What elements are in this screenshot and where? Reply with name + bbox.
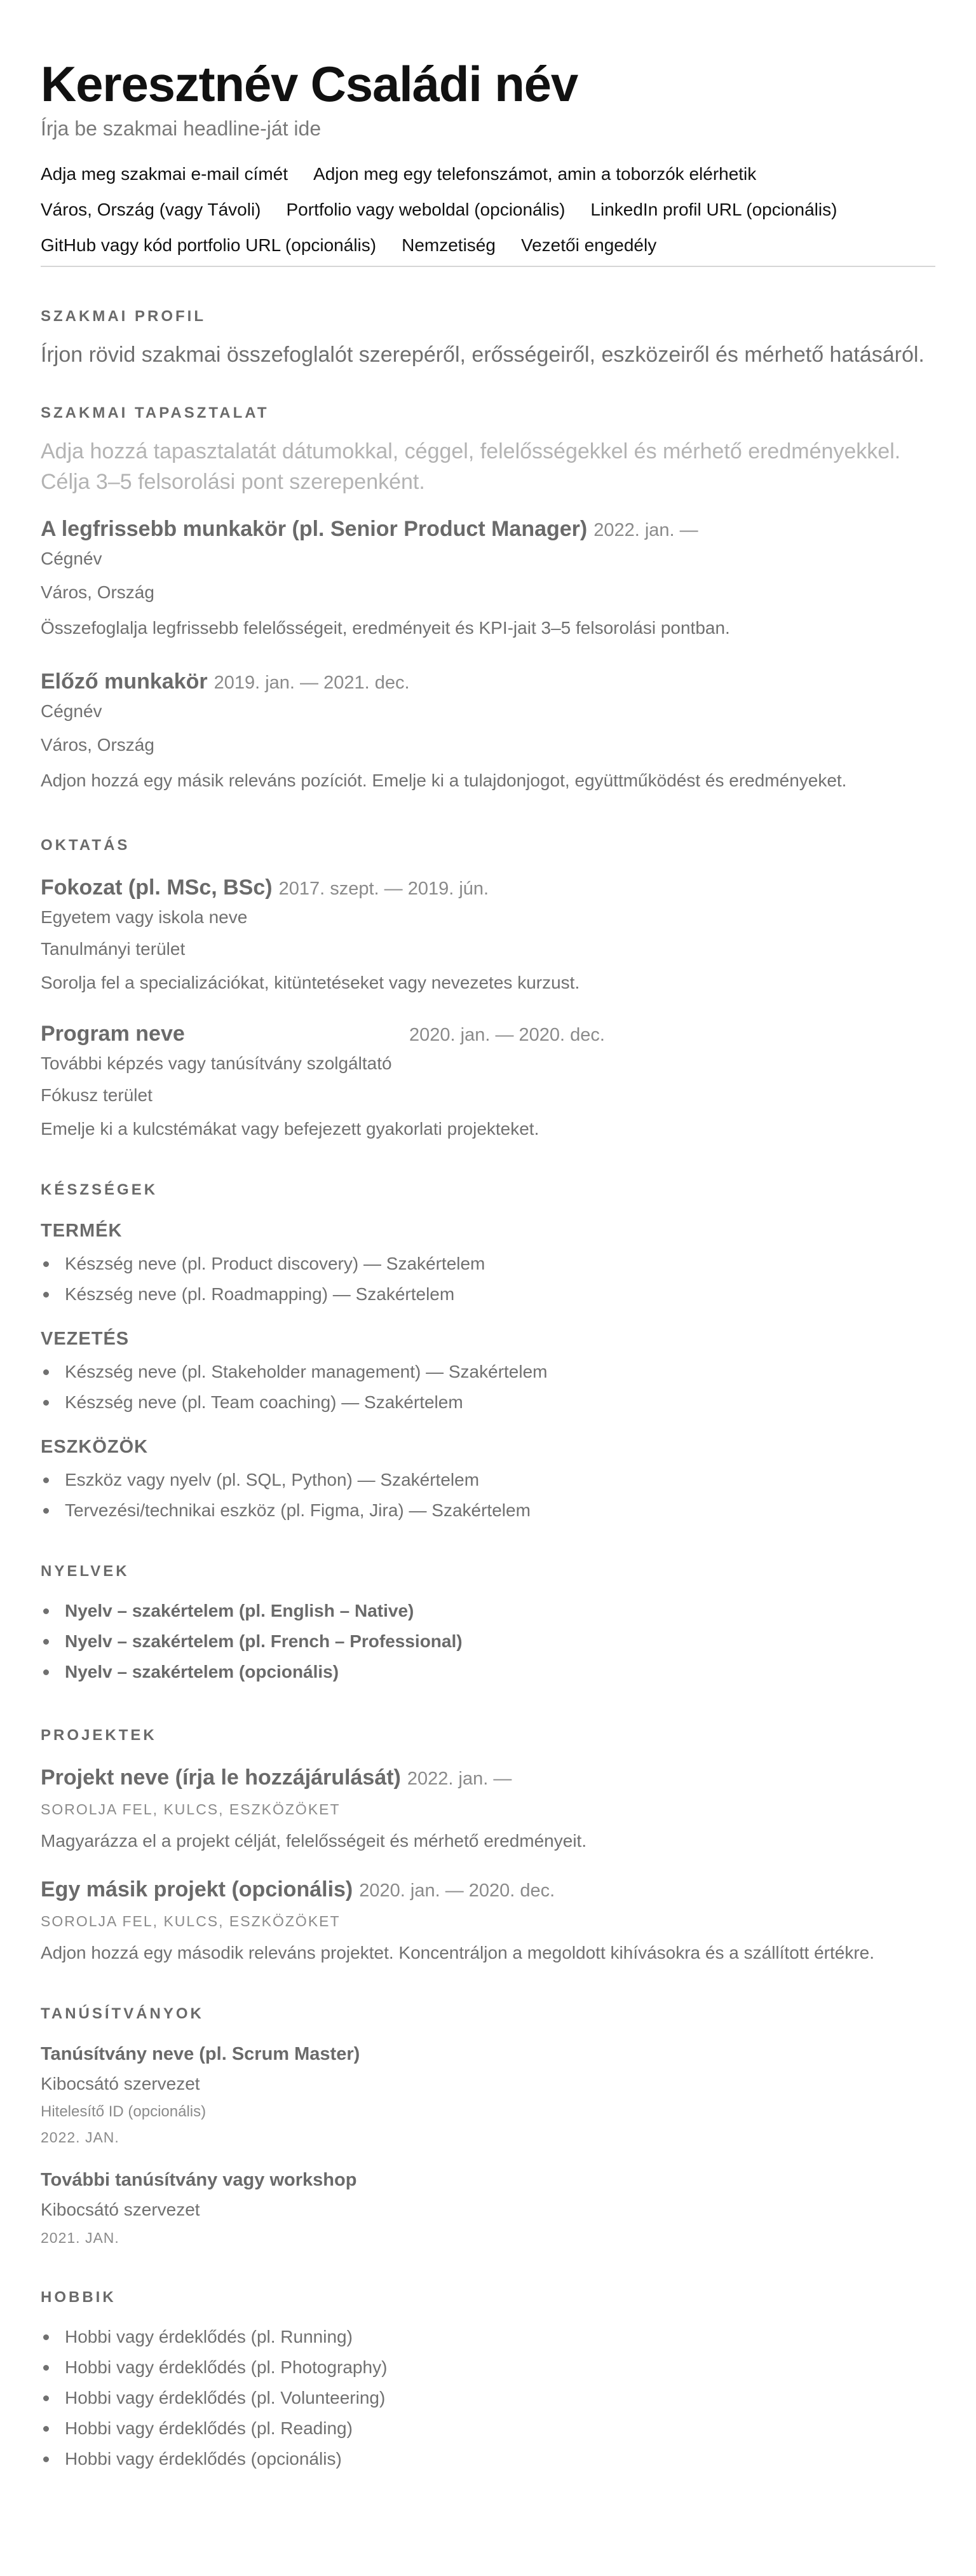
education-dates[interactable]: 2017. szept. — 2019. jún.: [278, 879, 489, 899]
skill-item[interactable]: Tervezési/technikai eszköz (pl. Figma, Jira) — Szakértelem: [41, 1495, 935, 1526]
hobbies-section: [41, 2289, 935, 2474]
experience-entry: [41, 668, 935, 798]
skill-list: [41, 1357, 935, 1418]
provider-name[interactable]: További képzés vagy tanúsítvány szolgáltató: [41, 1053, 392, 1073]
headline: Írja be szakmai headline-ját ide: [41, 117, 322, 140]
certification-id[interactable]: Hitelesítő ID (opcionális): [41, 2103, 207, 2120]
job-location[interactable]: Város, Ország: [41, 582, 154, 602]
contact-row: [41, 192, 935, 228]
nationality-field[interactable]: Nemzetiség: [402, 235, 496, 255]
skill-list: [41, 1249, 935, 1310]
github-link[interactable]: GitHub vagy kód portfolio URL (opcionális): [41, 235, 377, 255]
section-title: NYELVEK: [41, 1563, 130, 1580]
skill-group-title[interactable]: VEZETÉS: [41, 1329, 130, 1349]
project-tech[interactable]: SOROLJA FEL, KULCS, ESZKÖZÖKET: [41, 1913, 341, 1929]
profile-summary[interactable]: Írjon rövid szakmai összefoglalót szerepéről, erősségeiről, eszközeiről és mérhető hatásáról.: [41, 343, 925, 367]
entry-header: [41, 668, 935, 695]
certification-issuer[interactable]: Kibocsátó szervezet: [41, 2200, 200, 2219]
location-field[interactable]: Város, Ország (vagy Távoli): [41, 200, 261, 219]
hobby-item[interactable]: Hobbi vagy érdeklődés (pl. Photography): [41, 2352, 935, 2383]
language-item[interactable]: Nyelv – szakértelem (pl. English – Native): [41, 1596, 935, 1626]
job-description[interactable]: Összefoglalja legfrissebb felelősségeit, eredményeit és KPI-jait 3–5 felsorolási pontban.: [41, 618, 730, 638]
project-tech[interactable]: SOROLJA FEL, KULCS, ESZKÖZÖKET: [41, 1801, 341, 1818]
experience-section: [41, 404, 935, 798]
education-section: [41, 837, 935, 1147]
email-field[interactable]: Adja meg szakmai e-mail címét: [41, 164, 288, 184]
project-entry: [41, 1875, 935, 1967]
entry-header: [41, 515, 935, 543]
project-description[interactable]: Adjon hozzá egy második releváns projektet. Koncentráljon a megoldott kihívásokra és a szállított értékre.: [41, 1943, 875, 1963]
skills-section: [41, 1181, 935, 1526]
skill-group: [41, 1433, 935, 1526]
certification-name[interactable]: További tanúsítvány vagy workshop: [41, 2170, 357, 2190]
project-title[interactable]: Projekt neve (írja le hozzájárulását): [41, 1765, 401, 1790]
drivers-license-field[interactable]: Vezetői engedély: [520, 235, 657, 255]
certification-date[interactable]: 2021. JAN.: [41, 2230, 119, 2246]
entry-header: [41, 874, 935, 901]
project-dates[interactable]: 2020. jan. — 2020. dec.: [359, 1881, 555, 1901]
project-dates[interactable]: 2022. jan. —: [407, 1769, 512, 1789]
skill-item[interactable]: Készség neve (pl. Roadmapping) — Szakértelem: [41, 1279, 935, 1310]
job-title[interactable]: A legfrissebb munkakör (pl. Senior Product Manager): [41, 517, 588, 541]
projects-section: [41, 1727, 935, 1967]
languages-section: [41, 1563, 935, 1687]
language-item[interactable]: Nyelv – szakértelem (opcionális): [41, 1657, 935, 1687]
hobby-item[interactable]: Hobbi vagy érdeklődés (pl. Running): [41, 2322, 935, 2352]
section-title: OKTATÁS: [41, 837, 130, 854]
section-title: KÉSZSÉGEK: [41, 1181, 158, 1198]
job-dates[interactable]: 2019. jan. — 2021. dec.: [214, 673, 410, 693]
job-title[interactable]: Előző munkakör: [41, 669, 208, 694]
education-dates[interactable]: 2020. jan. — 2020. dec.: [409, 1025, 605, 1045]
skill-group-title[interactable]: ESZKÖZÖK: [41, 1437, 149, 1457]
skill-group: [41, 1325, 935, 1418]
school-name[interactable]: Egyetem vagy iskola neve: [41, 907, 248, 927]
skill-item[interactable]: Készség neve (pl. Stakeholder management) — Szakértelem: [41, 1357, 935, 1387]
language-list: [41, 1596, 935, 1687]
contact-info: [41, 156, 935, 267]
section-title: SZAKMAI PROFIL: [41, 308, 206, 325]
company-name[interactable]: Cégnév: [41, 701, 102, 721]
job-description[interactable]: Adjon hozzá egy másik releváns pozíciót. Emelje ki a tulajdonjogot, együttműködést és eredményeket.: [41, 771, 847, 790]
language-item[interactable]: Nyelv – szakértelem (pl. French – Professional): [41, 1626, 935, 1657]
certification-entry: [41, 2165, 935, 2251]
contact-row: [41, 156, 935, 192]
certification-entry: [41, 2039, 935, 2150]
degree-title[interactable]: Fokozat (pl. MSc, BSc): [41, 875, 273, 900]
phone-field[interactable]: Adjon meg egy telefonszámot, amin a toborzók elérhetik: [313, 164, 757, 184]
company-name[interactable]: Cégnév: [41, 549, 102, 568]
project-title[interactable]: Egy másik projekt (opcionális): [41, 1877, 353, 1901]
section-title: TANÚSÍTVÁNYOK: [41, 2005, 204, 2022]
certification-issuer[interactable]: Kibocsátó szervezet: [41, 2074, 200, 2093]
hobby-item[interactable]: Hobbi vagy érdeklődés (pl. Reading): [41, 2413, 935, 2444]
linkedin-link[interactable]: LinkedIn profil URL (opcionális): [590, 200, 837, 219]
project-entry: [41, 1764, 935, 1855]
hobby-item[interactable]: Hobbi vagy érdeklődés (pl. Volunteering): [41, 2383, 935, 2413]
job-location[interactable]: Város, Ország: [41, 735, 154, 755]
entry-header: [41, 1875, 935, 1903]
profile-section: [41, 308, 935, 369]
program-description[interactable]: Emelje ki a kulcstémákat vagy befejezett gyakorlati projekteket.: [41, 1119, 539, 1139]
contact-row: [41, 228, 935, 263]
portfolio-link[interactable]: Portfolio vagy weboldal (opcionális): [286, 200, 566, 219]
hobby-list: [41, 2322, 935, 2474]
focus-area[interactable]: Fókusz terület: [41, 1085, 152, 1105]
skill-item[interactable]: Készség neve (pl. Team coaching) — Szakértelem: [41, 1387, 935, 1418]
hobby-item[interactable]: Hobbi vagy érdeklődés (opcionális): [41, 2444, 935, 2474]
skill-list: [41, 1465, 935, 1526]
education-entry: [41, 874, 935, 1001]
certification-date[interactable]: 2022. JAN.: [41, 2129, 119, 2146]
skill-item[interactable]: Készség neve (pl. Product discovery) — Szakértelem: [41, 1249, 935, 1279]
project-description[interactable]: Magyarázza el a projekt célját, felelősségeit és mérhető eredményeit.: [41, 1831, 587, 1851]
experience-placeholder[interactable]: Adja hozzá tapasztalatát dátumokkal, céggel, felelősségekkel és mérhető eredményekkel. Célja 3–5 felsorolási pont szerepenként.: [41, 439, 901, 494]
section-title: HOBBIK: [41, 2289, 116, 2306]
certifications-section: [41, 2005, 935, 2251]
field-of-study[interactable]: Tanulmányi terület: [41, 939, 186, 959]
certification-name[interactable]: Tanúsítvány neve (pl. Scrum Master): [41, 2044, 360, 2064]
entry-header: [41, 1020, 935, 1048]
skill-group-title[interactable]: TERMÉK: [41, 1221, 123, 1241]
education-entry: [41, 1020, 935, 1147]
skill-item[interactable]: Eszköz vagy nyelv (pl. SQL, Python) — Szakértelem: [41, 1465, 935, 1495]
education-description[interactable]: Sorolja fel a specializációkat, kitüntetéseket vagy nevezetes kurzust.: [41, 973, 580, 992]
section-title: PROJEKTEK: [41, 1727, 157, 1744]
skill-group: [41, 1217, 935, 1310]
full-name: Keresztnév Családi név: [41, 56, 578, 112]
section-title: SZAKMAI TAPASZTALAT: [41, 404, 269, 421]
experience-entry: [41, 515, 935, 646]
program-title[interactable]: Program neve: [41, 1022, 185, 1046]
job-dates[interactable]: 2022. jan. —: [593, 520, 698, 540]
entry-header: [41, 1764, 935, 1792]
resume-header: [41, 55, 935, 267]
